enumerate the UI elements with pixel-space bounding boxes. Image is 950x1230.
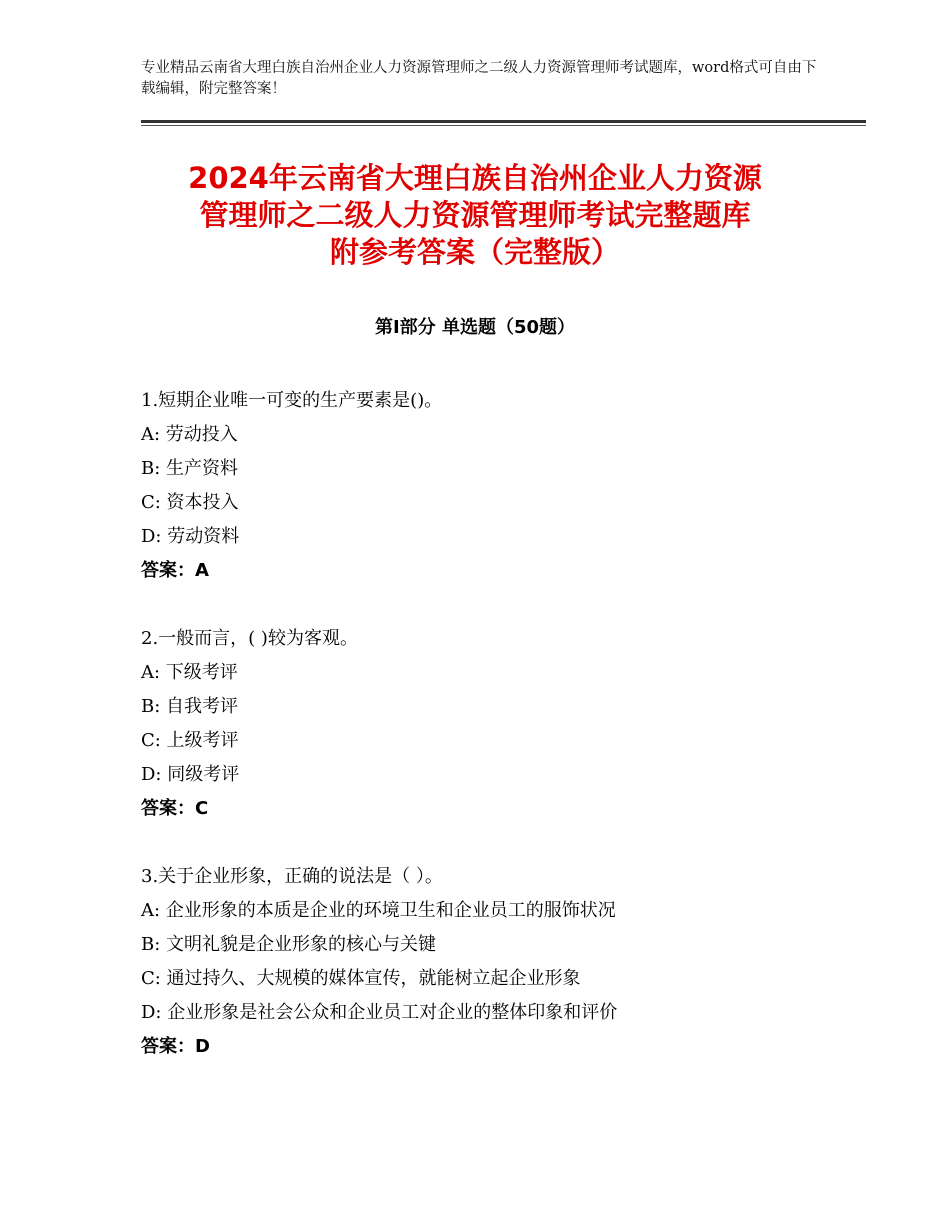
option-d: D: 同级考评 [141, 764, 240, 785]
question-stem: 3.关于企业形象，正确的说法是（ ）。 [141, 866, 443, 887]
answer: 答案：D [141, 1036, 210, 1057]
option-a: A: 企业形象的本质是企业的环境卫生和企业员工的服饰状况 [141, 900, 616, 921]
option-a: A: 劳动投入 [141, 424, 238, 445]
option-b: B: 自我考评 [141, 696, 239, 717]
question-3 [141, 860, 861, 1064]
section-heading: 第Ⅰ部分 单选题（50题） [374, 317, 575, 338]
option-a: A: 下级考评 [141, 662, 238, 683]
option-b: B: 文明礼貌是企业形象的核心与关键 [141, 934, 437, 955]
header-note: 专业精品云南省大理白族自治州企业人力资源管理师之二级人力资源管理师考试题库，word格式可自由下载编辑，附完整答案！ [141, 60, 817, 97]
option-d: D: 劳动资料 [141, 526, 240, 547]
option-c: C: 通过持久、大规模的媒体宣传，就能树立起企业形象 [141, 968, 581, 989]
question-stem: 1.短期企业唯一可变的生产要素是()。 [141, 390, 443, 411]
option-d: D: 企业形象是社会公众和企业员工对企业的整体印象和评价 [141, 1002, 618, 1023]
option-b: B: 生产资料 [141, 458, 239, 479]
question-2 [141, 622, 861, 826]
title-line-2: 管理师之二级人力资源管理师考试完整题库 [199, 198, 751, 232]
header-divider-thin [141, 125, 866, 126]
document-title [120, 160, 830, 271]
question-1 [141, 384, 861, 588]
question-stem: 2.一般而言，( )较为客观。 [141, 628, 358, 649]
header-divider-thick [141, 120, 866, 123]
option-c: C: 上级考评 [141, 730, 239, 751]
question-list [141, 384, 861, 1098]
answer: 答案：C [141, 798, 209, 819]
title-line-1: 2024年云南省大理白族自治州企业人力资源 [188, 161, 762, 195]
title-line-3: 附参考答案（完整版） [329, 235, 620, 269]
option-c: C: 资本投入 [141, 492, 239, 513]
answer: 答案：A [141, 560, 209, 581]
